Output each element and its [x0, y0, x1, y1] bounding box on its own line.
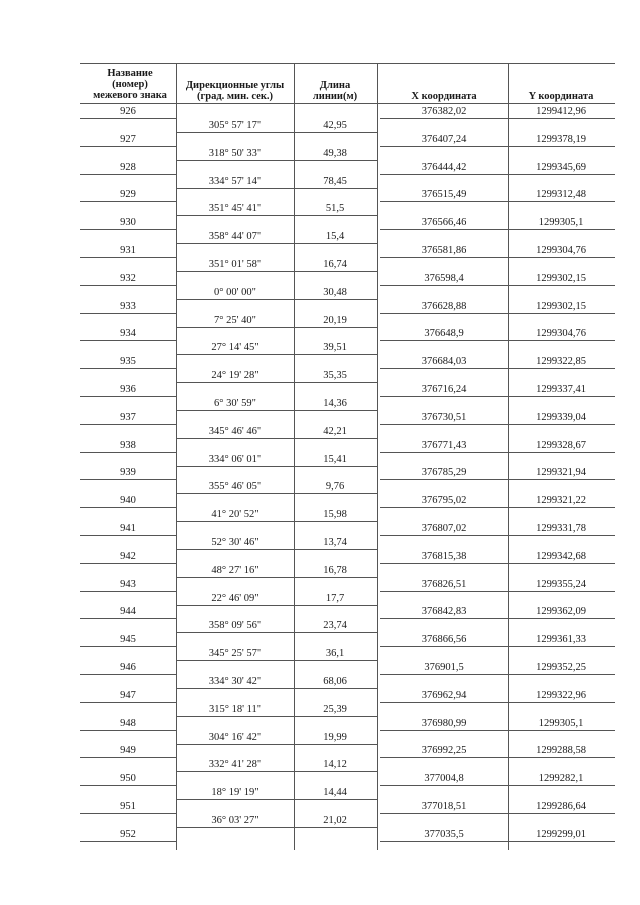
coord-row-line: [380, 507, 615, 508]
point-y: 1299286,64: [536, 801, 586, 812]
coord-row-line: [380, 118, 615, 119]
coord-row-line: [380, 396, 615, 397]
segment-angle: 334° 30' 42": [208, 676, 262, 687]
col-divider-4: [508, 63, 509, 850]
point-y: 1299337,41: [536, 384, 586, 395]
point-x: 376581,86: [421, 245, 467, 256]
point-x: 376826,51: [421, 578, 467, 590]
point-name: 951: [120, 801, 136, 812]
header-y: Y координата: [528, 91, 594, 102]
point-name: 948: [120, 717, 136, 729]
point-x: 376785,29: [421, 467, 467, 479]
segment-length: 16,74: [323, 259, 347, 270]
segment-length: 36,1: [325, 648, 345, 660]
point-x: 376962,94: [421, 689, 467, 701]
point-name: 945: [120, 634, 136, 646]
point-y: 1299361,33: [536, 634, 586, 646]
point-y: 1299328,67: [536, 439, 586, 451]
segment-row-line: [176, 466, 377, 467]
coord-row-line: [380, 257, 615, 258]
point-x: 376807,02: [421, 523, 467, 534]
coord-row-line: [380, 757, 615, 758]
point-name: 942: [120, 550, 136, 562]
point-y: 1299355,24: [536, 578, 586, 590]
point-row-line: [80, 479, 176, 480]
coord-row-line: [380, 841, 615, 842]
segment-length: 14,36: [323, 398, 347, 409]
point-y: 1299282,1: [538, 773, 584, 785]
point-y: 1299352,25: [536, 662, 586, 673]
segment-length: 14,12: [323, 759, 347, 771]
segment-row-line: [176, 271, 377, 272]
segment-angle: 36° 03' 27": [211, 815, 259, 826]
segment-row-line: [176, 243, 377, 244]
point-y: 1299321,94: [536, 467, 586, 479]
point-row-line: [80, 507, 176, 508]
point-name: 937: [120, 411, 136, 423]
segment-length: 15,41: [323, 453, 347, 465]
point-x: 376795,02: [421, 495, 467, 507]
segment-angle: 52° 30' 46": [211, 537, 259, 548]
coord-row-line: [380, 452, 615, 453]
segment-length: 16,78: [323, 564, 347, 576]
segment-angle: 334° 06' 01": [208, 453, 262, 465]
segment-angle: 22° 46' 09": [211, 592, 259, 604]
header-angles-line2: (град. мин. сек.): [196, 91, 274, 102]
coord-row-line: [380, 146, 615, 147]
segment-length: 9,76: [325, 481, 345, 493]
segment-length: 35,35: [323, 370, 347, 382]
segment-angle: 24° 19' 28": [211, 370, 259, 382]
segment-angle: 304° 16' 42": [208, 731, 262, 743]
point-row-line: [80, 591, 176, 592]
point-row-line: [80, 841, 176, 842]
point-y: 1299362,09: [536, 606, 586, 618]
point-y: 1299312,48: [536, 189, 586, 201]
header-bottom-border: [80, 103, 615, 104]
point-name: 932: [120, 272, 136, 284]
point-y: 1299305,1: [538, 217, 584, 229]
segment-angle: 358° 09' 56": [208, 620, 262, 632]
point-y: 1299331,78: [536, 523, 586, 534]
segment-row-line: [176, 660, 377, 661]
segment-length: 20,19: [323, 314, 347, 326]
point-y: 1299342,68: [536, 550, 586, 562]
segment-row-line: [176, 410, 377, 411]
point-x: 376382,02: [421, 106, 467, 117]
point-row-line: [80, 452, 176, 453]
point-x: 376407,24: [421, 133, 467, 145]
segment-angle: 345° 25' 57": [208, 648, 262, 660]
segment-angle: 48° 27' 16": [211, 564, 259, 576]
point-x: 376684,03: [421, 356, 467, 368]
coord-row-line: [380, 591, 615, 592]
header-length-line2: линии(м): [312, 91, 358, 102]
segment-row-line: [176, 354, 377, 355]
point-row-line: [80, 229, 176, 230]
point-x: 376716,24: [421, 384, 467, 395]
point-name: 933: [120, 300, 136, 312]
segment-row-line: [176, 827, 377, 828]
coord-row-line: [380, 340, 615, 341]
point-x: 376628,88: [421, 300, 467, 312]
segment-angle: 332° 41' 28": [208, 759, 262, 771]
point-row-line: [80, 674, 176, 675]
segment-angle: 358° 44' 07": [208, 231, 262, 243]
segment-length: 78,45: [323, 175, 347, 187]
point-row-line: [80, 535, 176, 536]
point-y: 1299304,76: [536, 328, 586, 340]
coord-row-line: [380, 201, 615, 202]
segment-length: 23,74: [323, 620, 347, 632]
point-row-line: [80, 201, 176, 202]
header-name-line3: межевого знака: [93, 90, 167, 101]
point-x: 377018,51: [421, 801, 467, 812]
segment-length: 17,7: [325, 592, 345, 604]
segment-length: 51,5: [325, 203, 345, 215]
segment-angle: 315° 18' 11": [209, 703, 261, 715]
point-name: 950: [120, 773, 136, 785]
point-name: 952: [120, 828, 136, 840]
coord-row-line: [380, 785, 615, 786]
point-x: 376980,99: [421, 717, 467, 729]
point-name: 946: [120, 662, 136, 673]
point-y: 1299302,15: [536, 272, 586, 284]
segment-angle: 351° 01' 58": [208, 259, 262, 270]
point-y: 1299304,76: [536, 245, 586, 256]
point-row-line: [80, 757, 176, 758]
point-row-line: [80, 285, 176, 286]
segment-row-line: [176, 188, 377, 189]
point-row-line: [80, 396, 176, 397]
point-y: 1299378,19: [536, 133, 586, 145]
segment-row-line: [176, 549, 377, 550]
header-length-line1: Длина: [319, 80, 351, 91]
point-x: 376648,9: [424, 328, 464, 340]
point-x: 377004,8: [424, 773, 464, 785]
segment-angle: 7° 25' 40": [214, 314, 256, 326]
point-name: 929: [120, 189, 136, 201]
point-x: 376842,83: [421, 606, 467, 618]
header-length: [294, 80, 376, 102]
segment-length: 21,02: [323, 815, 347, 826]
segment-length: 19,99: [323, 731, 347, 743]
segment-length: 39,51: [323, 342, 347, 354]
segment-row-line: [176, 688, 377, 689]
point-row-line: [80, 730, 176, 731]
segment-angle: 6° 30' 59": [214, 398, 256, 409]
header-angles-line1: Дирекционные углы: [185, 80, 285, 91]
segment-row-line: [176, 632, 377, 633]
header-name-line1: Название: [107, 68, 153, 79]
coord-row-line: [380, 368, 615, 369]
segment-angle: 18° 19' 19": [211, 787, 259, 799]
point-y: 1299302,15: [536, 300, 586, 312]
header-name: [82, 68, 178, 101]
segment-row-line: [176, 327, 377, 328]
coord-row-line: [380, 702, 615, 703]
coord-row-line: [380, 424, 615, 425]
point-name: 939: [120, 467, 136, 479]
point-row-line: [80, 146, 176, 147]
point-name: 941: [120, 523, 136, 534]
col-divider-3: [377, 63, 378, 850]
segment-row-line: [176, 160, 377, 161]
coord-row-line: [380, 813, 615, 814]
coord-row-line: [380, 174, 615, 175]
coord-row-line: [380, 535, 615, 536]
segment-length: 25,39: [323, 703, 347, 715]
header-angles: [176, 80, 294, 102]
point-row-line: [80, 424, 176, 425]
segment-row-line: [176, 577, 377, 578]
point-name: 940: [120, 495, 136, 507]
point-name: 931: [120, 245, 136, 256]
segment-length: 14,44: [323, 787, 347, 799]
point-x: 376815,38: [421, 550, 467, 562]
point-name: 943: [120, 578, 136, 590]
segment-row-line: [176, 132, 377, 133]
segment-row-line: [176, 744, 377, 745]
point-x: 376992,25: [421, 745, 467, 757]
point-x: 376515,49: [421, 189, 467, 201]
point-x: 376566,46: [421, 217, 467, 229]
point-row-line: [80, 174, 176, 175]
point-row-line: [80, 340, 176, 341]
segment-angle: 27° 14' 45": [211, 342, 259, 354]
point-row-line: [80, 563, 176, 564]
coord-row-line: [380, 285, 615, 286]
segment-row-line: [176, 605, 377, 606]
point-x: 376866,56: [421, 634, 467, 646]
segment-row-line: [176, 382, 377, 383]
segment-length: 49,38: [323, 147, 347, 159]
point-name: 930: [120, 217, 136, 229]
point-x: 376444,42: [421, 161, 467, 173]
segment-angle: 355° 46' 05": [208, 481, 262, 493]
segment-length: 15,4: [325, 231, 345, 243]
segment-length: 30,48: [323, 286, 347, 298]
point-row-line: [80, 646, 176, 647]
point-row-line: [80, 118, 176, 119]
segment-length: 42,21: [323, 425, 347, 437]
segment-row-line: [176, 299, 377, 300]
segment-angle: 0° 00' 00": [214, 286, 256, 298]
point-row-line: [80, 368, 176, 369]
segment-row-line: [176, 493, 377, 494]
segment-angle: 305° 57' 17": [208, 120, 262, 131]
point-y: 1299305,1: [538, 717, 584, 729]
segment-row-line: [176, 215, 377, 216]
point-y: 1299321,22: [536, 495, 586, 507]
coord-row-line: [380, 563, 615, 564]
point-name: 934: [120, 328, 136, 340]
point-y: 1299412,96: [536, 106, 586, 117]
point-name: 936: [120, 384, 136, 395]
point-x: 376730,51: [421, 411, 467, 423]
point-row-line: [80, 813, 176, 814]
segment-row-line: [176, 716, 377, 717]
segment-angle: 318° 50' 33": [208, 147, 262, 159]
point-row-line: [80, 257, 176, 258]
point-name: 944: [120, 606, 136, 618]
point-name: 947: [120, 689, 136, 701]
coord-row-line: [380, 730, 615, 731]
coord-row-line: [380, 313, 615, 314]
point-y: 1299322,96: [536, 689, 586, 701]
segment-length: 42,95: [323, 120, 347, 131]
point-name: 949: [120, 745, 136, 757]
point-x: 376771,43: [421, 439, 467, 451]
point-row-line: [80, 618, 176, 619]
point-name: 926: [120, 106, 136, 117]
point-x: 376901,5: [424, 662, 464, 673]
point-name: 938: [120, 439, 136, 451]
point-name: 927: [120, 133, 136, 145]
point-y: 1299322,85: [536, 356, 586, 368]
segment-length: 13,74: [323, 537, 347, 548]
point-x: 377035,5: [424, 828, 464, 840]
point-row-line: [80, 702, 176, 703]
coord-row-line: [380, 229, 615, 230]
point-row-line: [80, 313, 176, 314]
point-name: 928: [120, 161, 136, 173]
segment-length: 15,98: [323, 509, 347, 521]
coord-row-line: [380, 674, 615, 675]
segment-row-line: [176, 438, 377, 439]
header-name-line2: (номер): [112, 79, 148, 90]
segment-row-line: [176, 771, 377, 772]
header-x: X координата: [411, 91, 477, 102]
segment-angle: 351° 45' 41": [208, 203, 262, 215]
segment-angle: 345° 46' 46": [208, 425, 262, 437]
segment-angle: 334° 57' 14": [208, 175, 262, 187]
point-name: 935: [120, 356, 136, 368]
point-row-line: [80, 785, 176, 786]
segment-length: 68,06: [323, 676, 347, 687]
segment-row-line: [176, 521, 377, 522]
table-top-border: [80, 63, 615, 64]
point-x: 376598,4: [424, 272, 464, 284]
point-y: 1299299,01: [536, 828, 586, 840]
segment-angle: 41° 20' 52": [211, 509, 259, 521]
segment-row-line: [176, 799, 377, 800]
point-y: 1299345,69: [536, 161, 586, 173]
point-y: 1299288,58: [536, 745, 586, 757]
point-y: 1299339,04: [536, 411, 586, 423]
coord-row-line: [380, 479, 615, 480]
coord-row-line: [380, 646, 615, 647]
coord-row-line: [380, 618, 615, 619]
